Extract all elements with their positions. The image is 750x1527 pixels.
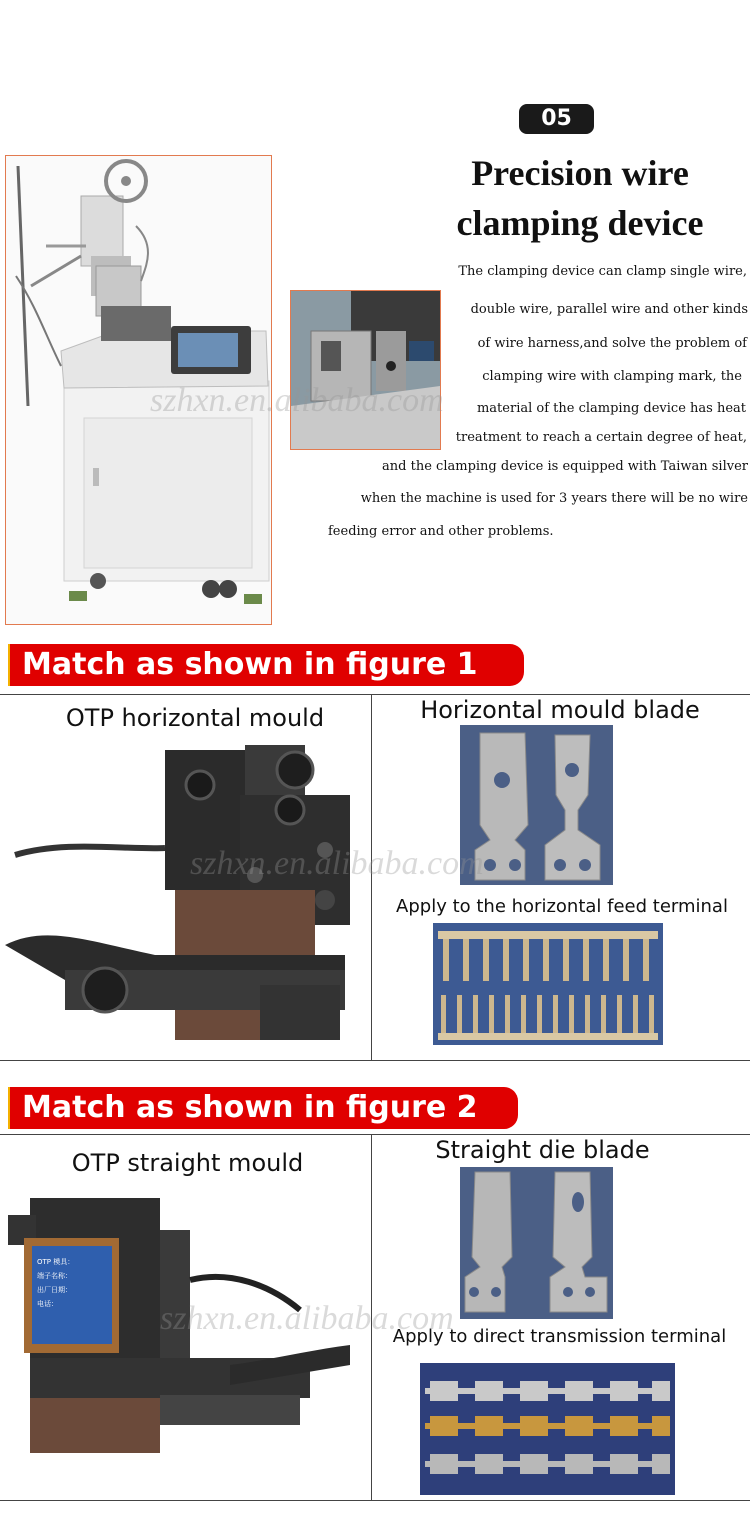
description-line: and the clamping device is equipped with Taiwan silver <box>382 459 748 474</box>
horizontal-mould-illustration <box>5 740 365 1050</box>
feature-title-line1: Precision wire <box>471 153 689 193</box>
description-line: treatment to reach a certain degree of heat, <box>455 430 747 445</box>
mould-info-plate <box>37 1255 107 1311</box>
plate-line: OTP 模具： <box>37 1258 75 1266</box>
straight-blades-illustration <box>460 1167 613 1319</box>
feature-number-badge: 05 <box>519 104 594 134</box>
figure1-header: Match as shown in figure 1 <box>8 644 524 686</box>
wire-stripping-machine-illustration <box>6 156 271 624</box>
divider <box>0 694 750 695</box>
divider <box>0 1500 750 1501</box>
description-line: clamping wire with clamping mark, the <box>482 369 742 384</box>
plate-line: 端子名称： <box>37 1272 72 1280</box>
figure1-left-title: OTP horizontal mould <box>65 704 325 732</box>
feature-title <box>430 148 730 248</box>
machine-photo <box>5 155 272 625</box>
figure2-right-title: Straight die blade <box>435 1136 650 1164</box>
horizontal-terminal-photo <box>433 923 663 1045</box>
divider <box>0 1060 750 1061</box>
plate-line: 电话： <box>37 1300 58 1308</box>
figure1-right-caption: Apply to the horizontal feed terminal <box>396 896 728 917</box>
feature-title-line2: clamping device <box>456 203 704 243</box>
watermark: szhxn.en.alibaba.com <box>160 1300 454 1337</box>
figure2-header: Match as shown in figure 2 <box>8 1087 518 1129</box>
figure2-right-caption: Apply to direct transmission terminal <box>392 1326 727 1347</box>
figure2-left-title: OTP straight mould <box>71 1149 304 1177</box>
figure1-right-title: Horizontal mould blade <box>420 696 700 724</box>
horizontal-blades-illustration <box>460 725 613 885</box>
watermark: szhxn.en.alibaba.com <box>190 845 484 882</box>
divider <box>371 694 372 1060</box>
description-line: of wire harness,and solve the problem of <box>477 336 747 351</box>
horizontal-blade-photo <box>460 725 613 885</box>
plate-line: 出厂日期： <box>37 1286 72 1294</box>
clamp-detail-photo <box>290 290 441 450</box>
divider <box>371 1134 372 1500</box>
description-line: when the machine is used for 3 years there will be no wire <box>360 491 748 506</box>
description-line: The clamping device can clamp single wire, <box>458 264 747 279</box>
description-line: material of the clamping device has heat <box>476 401 746 416</box>
clamping-device-closeup <box>291 291 440 449</box>
divider <box>0 1134 750 1135</box>
description-line: feeding error and other problems. <box>328 524 554 539</box>
horizontal-mould-photo <box>5 740 365 1050</box>
straight-blade-photo <box>460 1167 613 1319</box>
description-line: double wire, parallel wire and other kinds <box>470 302 748 317</box>
straight-mould-photo <box>0 1190 368 1460</box>
straight-terminals-illustration <box>420 1363 675 1495</box>
straight-mould-illustration <box>0 1190 368 1460</box>
straight-terminal-photo <box>420 1363 675 1495</box>
horizontal-terminals-illustration <box>433 923 663 1045</box>
watermark: szhxn.en.alibaba.com <box>150 382 444 419</box>
